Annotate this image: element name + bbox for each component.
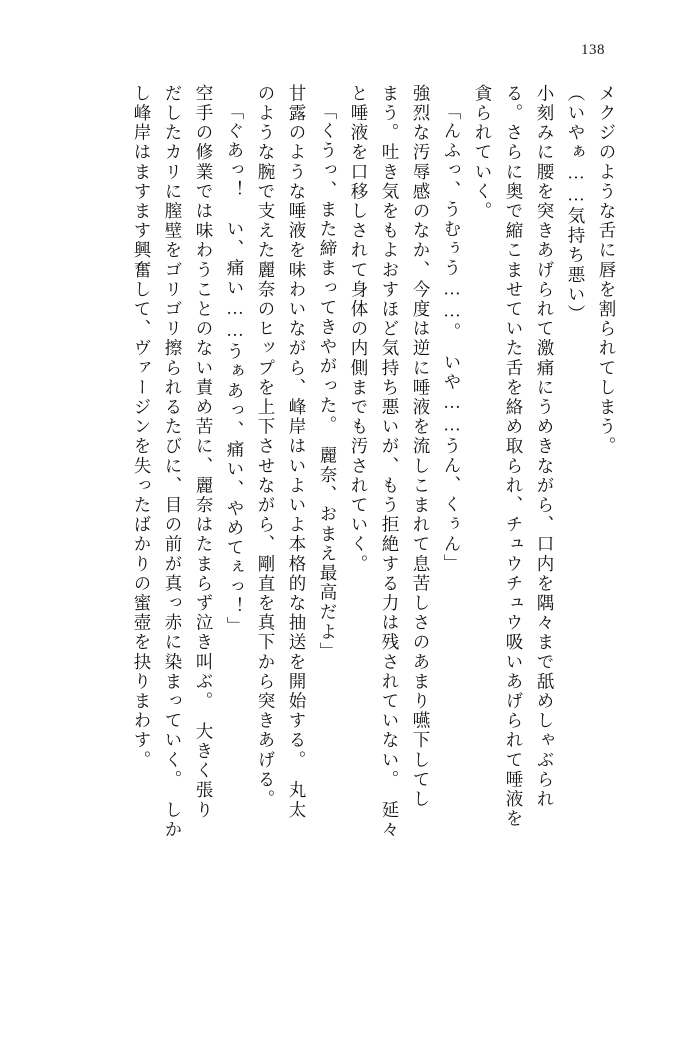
- text-column: 小刻みに腰を突きあげられて激痛にうめきながら、口内を隅々まで舐めしゃぶられ: [535, 84, 555, 810]
- text-column: し峰岸はますます興奮して、ヴァージンを失ったばかりの蜜壺を抉りまわす。: [132, 84, 152, 770]
- text-column: 甘露のような唾液を味わいながら、峰岸はいよいよ本格的な抽送を開始する。 丸太: [287, 84, 307, 821]
- text-column: のような腕で支えた麗奈のヒップを上下させながら、剛直を真下から突きあげる。: [256, 84, 276, 810]
- text-column: だしたカリに膣壁をゴリゴリ擦られるたびに、目の前が真っ赤に染まっていく。 しか: [163, 84, 183, 840]
- text-column: 貪られていく。: [473, 84, 493, 222]
- text-column: 「ぐあっ！ い、痛い……うぁあっ、痛い、やめてぇっ！」: [225, 102, 245, 637]
- text-column: る。さらに奥で縮こませていた舌を絡め取られ、チュウチュウ吸いあげられて唾液を: [504, 84, 524, 829]
- text-column: 「んふっ、うむぅう……。 いや……うん、くぅん」: [442, 102, 462, 574]
- text-column: まう。吐き気をもよおすほど気持ち悪いが、もう拒絶する力は残されていない。 延々: [380, 84, 400, 840]
- text-column: 空手の修業では味わうことのない責め苦に、麗奈はたまらず泣き叫ぶ。 大きく張り: [194, 84, 214, 821]
- text-column: と唾液を口移しされて身体の内側までも汚されていく。: [349, 84, 369, 574]
- text-column: 「くうっ、また締まってきやがった。 麗奈、おまえ最高だよ」: [318, 102, 338, 662]
- vertical-text-block: [60, 84, 615, 984]
- text-column: 強烈な汚辱感のなか、今度は逆に唾液を流しこまれて息苦しさのあまり嚥下してし: [411, 84, 431, 810]
- text-column: メクジのような舌に唇を割られてしまう。: [597, 84, 617, 457]
- page-number: 138: [581, 42, 605, 58]
- text-column: （いやぁ……気持ち悪い）: [566, 84, 586, 325]
